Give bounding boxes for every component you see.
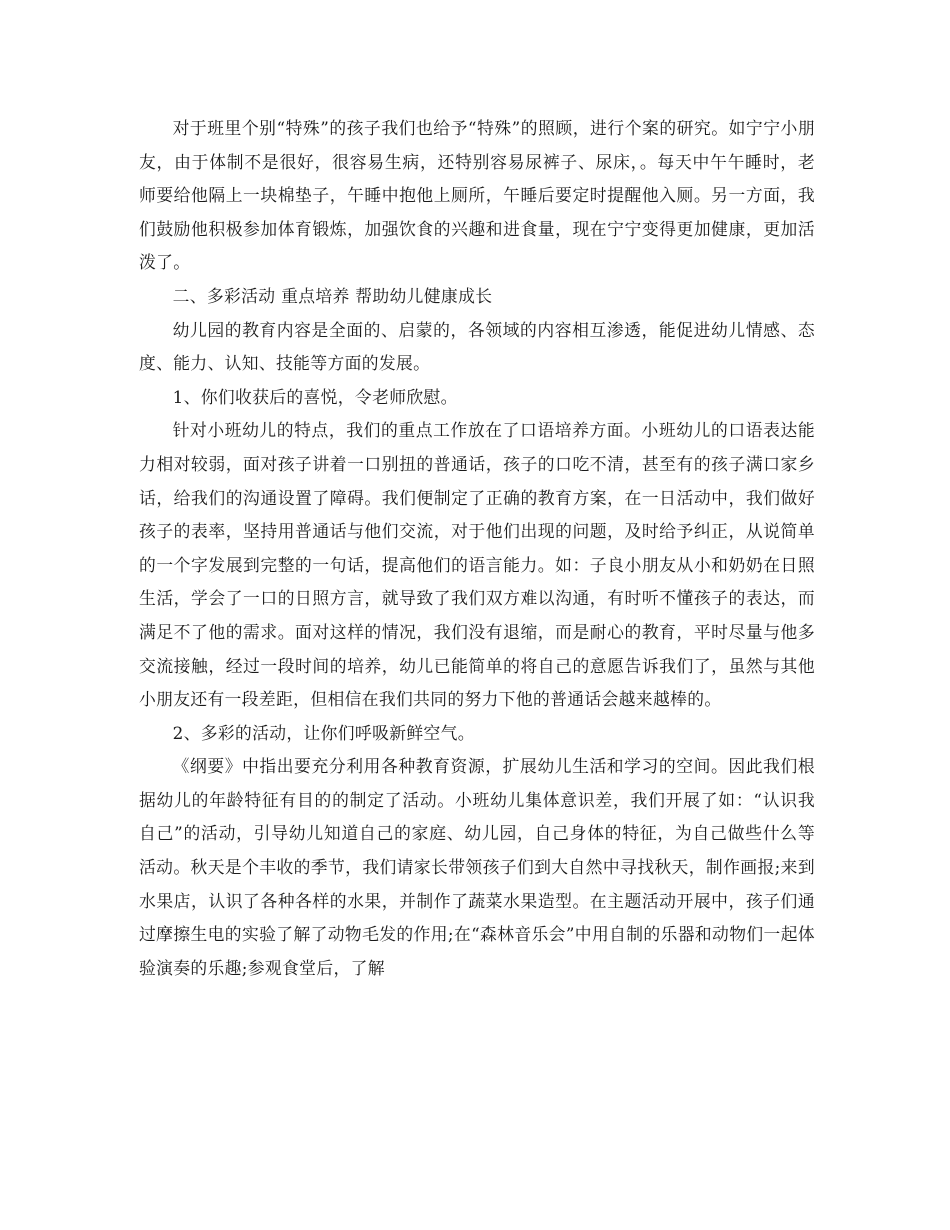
paragraph-special-care: 对于班里个别“特殊”的孩子我们也给予“特殊”的照顾，进行个案的研究。如宁宁小朋友，由于体制不是很好，很容易生病，还特别容易尿裤子、尿床，。每天中午午睡时，老师要给他隔上一块棉垫子，午睡中抱他上厕所，午睡后要定时提醒他入厕。另一方面，我们鼓励他积极参加体育锻炼，加强饮食的兴趣和进食量，现在宁宁变得更加健康，更加活泼了。 (139, 118, 815, 273)
subheading-joy-of-harvest: 1、你们收获后的喜悦，令老师欣慰。 (172, 386, 458, 407)
paragraph-education-content: 幼儿园的教育内容是全面的、启蒙的，各领域的内容相互渗透，能促进幼儿情感、态度、能力、认知、技能等方面的发展。 (139, 319, 815, 374)
paragraph-oral-language: 针对小班幼儿的特点，我们的重点工作放在了口语培养方面。小班幼儿的口语表达能力相对较弱，面对孩子讲着一口别扭的普通话，孩子的口吃不清，甚至有的孩子满口家乡话，给我们的沟通设置了障碍。我们便制定了正确的教育方案，在一日活动中，我们做好孩子的表率，坚持用普通话与他们交流，对于他们出现的问题，及时给予纠正，从说简单的一个字发展到完整的一句话，提高他们的语言能力。如：子良小朋友从小和奶奶在日照生活，学会了一口的日照方言，就导致了我们双方难以沟通，有时听不懂孩子的表达，而满足不了他的需求。面对这样的情况，我们没有退缩，而是耐心的教育，平时尽量与他多交流接触，经过一段时间的培养，幼儿已能简单的将自己的意愿告诉我们了，虽然与其他小朋友还有一段差距，但相信在我们共同的努力下他的普通话会越来越棒的。 (139, 420, 815, 710)
document-body (139, 112, 815, 985)
paragraph-outline-activities: 《纲要》中指出要充分利用各种教育资源，扩展幼儿生活和学习的空间。因此我们根据幼儿的年龄特征有目的的制定了活动。小班幼儿集体意识差，我们开展了如：“认识我自己”的活动，引导幼儿知道自己的家庭、幼儿园，自己身体的特征，为自己做些什么等活动。秋天是个丰收的季节，我们请家长带领孩子们到大自然中寻找秋天，制作画报;来到水果店，认识了各种各样的水果，并制作了蔬菜水果造型。在主题活动开展中，孩子们通过摩擦生电的实验了解了动物毛发的作用;在“森林音乐会”中用自制的乐器和动物们一起体验演奏的乐趣;参观食堂后，了解 (139, 756, 815, 978)
subheading-colorful-activities: 2、多彩的活动，让你们呼吸新鲜空气。 (172, 722, 475, 743)
section-heading-activities: 二、多彩活动 重点培养 帮助幼儿健康成长 (172, 285, 493, 306)
